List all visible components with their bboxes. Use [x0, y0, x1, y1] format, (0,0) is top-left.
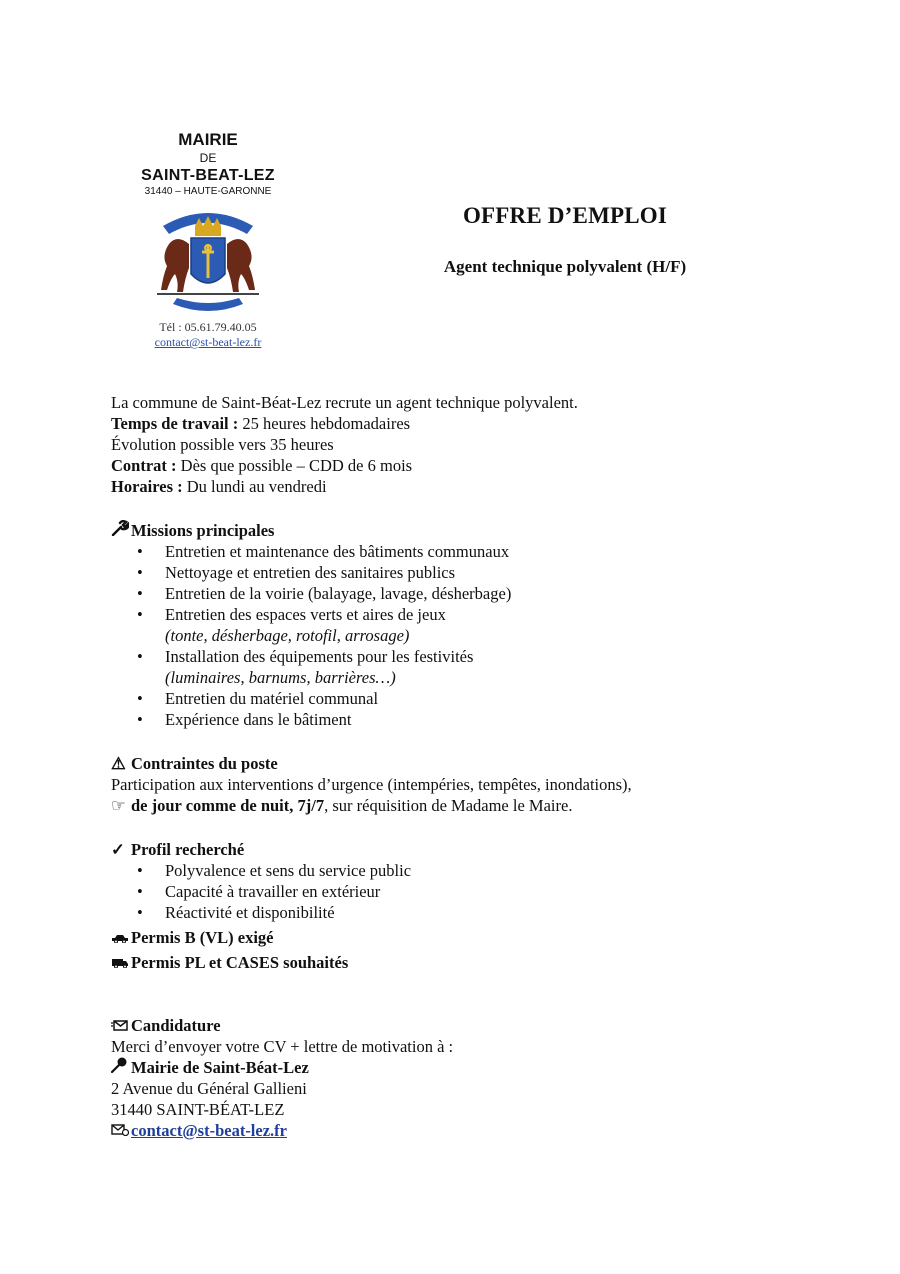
- mission-text: Entretien du matériel communal: [165, 689, 379, 708]
- list-item: • Entretien du matériel communal: [137, 689, 379, 708]
- letterhead-town: SAINT-BEAT-LEZ: [141, 167, 275, 184]
- truck-icon: [111, 952, 131, 973]
- temps-value: 25 heures hebdomadaires: [238, 414, 411, 433]
- horaires-label: Horaires :: [111, 477, 183, 496]
- contraintes-line2: [111, 795, 811, 816]
- letterhead: [118, 130, 298, 350]
- envelope-icon: [111, 1015, 131, 1036]
- candidature-email-line: [111, 1120, 811, 1141]
- candidature-org: Mairie de Saint-Béat-Lez: [131, 1058, 309, 1077]
- profil-heading-label: Profil recherché: [131, 840, 245, 859]
- letterhead-postal: 31440 – HAUTE-GARONNE: [144, 186, 272, 197]
- candidature-email-link[interactable]: contact@st-beat-lez.fr: [131, 1121, 287, 1140]
- mission-text: Entretien des espaces verts et aires de jeux: [165, 605, 446, 624]
- mission-text: Expérience dans le bâtiment: [165, 710, 352, 729]
- contrat-value: Dès que possible – CDD de 6 mois: [176, 456, 413, 475]
- intro-line: La commune de Saint-Béat-Lez recrute un agent technique polyvalent.: [111, 393, 578, 412]
- contraintes-bold: de jour comme de nuit, 7j/7: [131, 796, 325, 815]
- list-item: • Entretien et maintenance des bâtiments communaux: [137, 542, 510, 561]
- candidature-org-line: [111, 1057, 811, 1078]
- contraintes-heading: [111, 753, 811, 774]
- horaires-line: [111, 476, 811, 497]
- email-icon: [111, 1120, 131, 1141]
- contraintes-heading-label: Contraintes du poste: [131, 754, 278, 773]
- page-title: OFFRE D’EMPLOI: [462, 203, 668, 228]
- check-icon: ✓: [111, 840, 125, 859]
- list-item: • Réactivité et disponibilité: [137, 903, 335, 922]
- pushpin-icon: [111, 1057, 131, 1078]
- permis-pl-label: Permis PL et CASES souhaités: [131, 953, 349, 972]
- wrench-icon: [111, 520, 131, 541]
- list-item: • Entretien de la voirie (balayage, lavage, désherbage): [137, 584, 512, 603]
- contrat-label: Contrat :: [111, 456, 177, 475]
- horaires-value: Du lundi au vendredi: [182, 477, 327, 496]
- list-item: • Entretien des espaces verts et aires de jeux (tonte, désherbage, rotofil, arrosage): [111, 604, 811, 646]
- contraintes-rest: , sur réquisition de Madame le Maire.: [324, 796, 573, 815]
- candidature-line1: Merci d’envoyer votre CV + lettre de motivation à :: [111, 1037, 454, 1056]
- profil-text: Capacité à travailler en extérieur: [165, 882, 381, 901]
- missions-heading: [111, 520, 811, 541]
- candidature-address1: 2 Avenue du Général Gallieni: [111, 1079, 307, 1098]
- missions-list: [111, 541, 811, 730]
- profil-text: Polyvalence et sens du service public: [165, 861, 412, 880]
- profil-text: Réactivité et disponibilité: [165, 903, 335, 922]
- permis-b-label: Permis B (VL) exigé: [131, 928, 274, 947]
- temps-line: [111, 413, 811, 434]
- pointing-hand-icon: ☞: [111, 796, 126, 815]
- job-subtitle: Agent technique polyvalent (H/F): [443, 257, 687, 276]
- mission-text: Entretien et maintenance des bâtiments communaux: [165, 542, 510, 561]
- contrat-line: [111, 455, 811, 476]
- list-item: • Nettoyage et entretien des sanitaires publics: [137, 563, 456, 582]
- mission-text: Entretien de la voirie (balayage, lavage, désherbage): [165, 584, 512, 603]
- missions-heading-label: Missions principales: [131, 521, 275, 540]
- evolution-line: Évolution possible vers 35 heures: [111, 435, 334, 454]
- letterhead-mairie: MAIRIE: [178, 130, 238, 149]
- candidature-heading-label: Candidature: [131, 1016, 221, 1035]
- temps-label: Temps de travail :: [111, 414, 239, 433]
- warning-icon: ⚠: [111, 754, 126, 773]
- candidature-heading: [111, 1015, 811, 1036]
- contraintes-line1: Participation aux interventions d’urgence (intempéries, tempêtes, inondations),: [111, 775, 632, 794]
- list-item: • Installation des équipements pour les festivités (luminaires, barnums, barrières…): [111, 646, 811, 688]
- mission-text: Installation des équipements pour les festivités: [165, 647, 474, 666]
- permis-b-line: [111, 927, 811, 948]
- permis-pl-line: [111, 952, 811, 973]
- mission-detail: (tonte, désherbage, rotofil, arrosage): [165, 626, 410, 645]
- list-item: • Expérience dans le bâtiment: [137, 710, 352, 729]
- car-icon: [111, 927, 131, 948]
- mission-detail: (luminaires, barnums, barrières…): [165, 668, 396, 687]
- list-item: • Polyvalence et sens du service public: [137, 861, 412, 880]
- letterhead-de: DE: [199, 151, 217, 165]
- letterhead-phone: Tél : 05.61.79.40.05: [159, 320, 257, 334]
- letterhead-email-link[interactable]: contact@st-beat-lez.fr: [154, 335, 262, 349]
- profil-heading: [111, 839, 811, 860]
- candidature-address2: 31440 SAINT-BÉAT-LEZ: [111, 1100, 285, 1119]
- mission-text: Nettoyage et entretien des sanitaires publics: [165, 563, 456, 582]
- offer-body: [111, 392, 811, 1141]
- list-item: • Capacité à travailler en extérieur: [137, 882, 381, 901]
- profil-list: [111, 860, 811, 923]
- town-crest-logo: [143, 204, 273, 314]
